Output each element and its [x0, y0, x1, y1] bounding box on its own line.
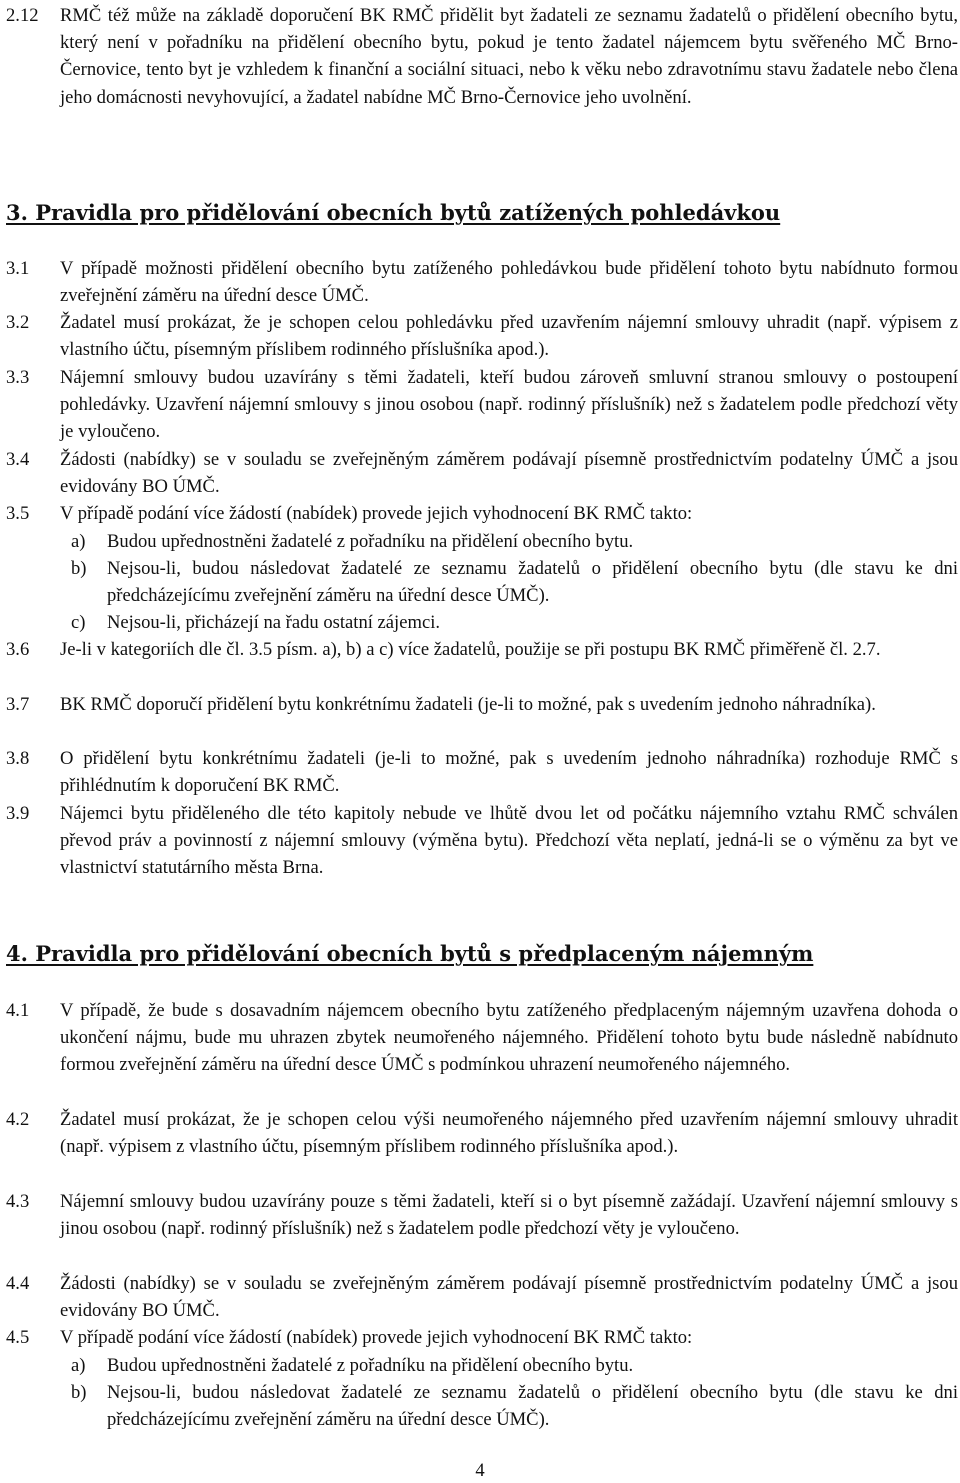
paragraph-4-5	[6, 1324, 958, 1351]
paragraph-text: Žadatel musí prokázat, že je schopen celou výši neumořeného nájemného před uzavřením nájemní smlouvy uhradit (např. výpisem z vlastního účtu, písemným příslibem rodinného příslušníka apod.).	[60, 1109, 958, 1158]
paragraph-3-1	[6, 255, 958, 309]
paragraph-number: 3.1	[6, 258, 30, 279]
list-item-label: b)	[71, 1382, 87, 1403]
paragraph-number: 3.7	[6, 694, 30, 715]
paragraph-3-3	[6, 364, 958, 446]
paragraph-text: Nájemci bytu přiděleného dle této kapitoly nebude ve lhůtě dvou let od počátku nájemního vztahu RMČ schválen převod práv a povinností z nájemní smlouvy (výměna bytu). Předchozí věta neplatí, jedná-li se o výměnu za byt ve vlastnictví statutárního města Brna.	[60, 803, 958, 879]
paragraph-text: V případě podání více žádostí (nabídek) provede jejich vyhodnocení BK RMČ takto:	[60, 1327, 693, 1348]
paragraph-number: 3.5	[6, 503, 30, 524]
paragraph-text: Žádosti (nabídky) se v souladu se zveřejněným záměrem podávají písemně prostřednictvím podatelny ÚMČ a jsou evidovány BO ÚMČ.	[60, 1273, 958, 1322]
paragraph-number: 3.8	[6, 748, 30, 769]
paragraph-number: 3.2	[6, 312, 30, 333]
paragraph-3-2	[6, 309, 958, 363]
paragraph-number: 4.3	[6, 1191, 30, 1212]
paragraph-3-5	[6, 500, 958, 527]
list-item-3-5-b	[71, 555, 958, 609]
section-4-heading: 4. Pravidla pro přidělování obecních bytů s předplaceným nájemným	[6, 941, 814, 966]
paragraph-3-7	[6, 691, 958, 718]
paragraph-text: RMČ též může na základě doporučení BK RMČ přidělit byt žadateli ze seznamu žadatelů o přidělení obecního bytu, který není v pořadníku na přidělení obecního bytu, pokud je tento žadatel nájemcem bytu svěřeného MČ Brno-Černovice, tento byt je vzhledem k finanční a sociální situaci, nebo k věku nebo zdravotnímu stavu žadatele nebo člena jeho domácnosti nevyhovující, a žadatel nabídne MČ Brno-Černovice jeho uvolnění.	[60, 5, 958, 108]
paragraph-text: Žádosti (nabídky) se v souladu se zveřejněným záměrem podávají písemně prostřednictvím podatelny ÚMČ a jsou evidovány BO ÚMČ.	[60, 449, 958, 498]
paragraph-text: V případě, že bude s dosavadním nájemcem obecního bytu zatíženého předplaceným nájemným uzavřena dohoda o ukončení nájmu, bude mu uhrazen zbytek neumořeného nájemného. Přidělení tohoto bytu bude následně nabídnuto formou zveřejnění záměru na úřední desce ÚMČ s podmínkou uhrazení neumořeného nájemného.	[60, 1000, 958, 1076]
list-item-text: Nejsou-li, budou následovat žadatelé ze seznamu žadatelů o přidělení obecního bytu (dle stavu ke dni předcházejícímu zveřejnění záměru na úřední desce ÚMČ).	[107, 558, 958, 607]
paragraph-3-4	[6, 446, 958, 500]
list-item-text: Nejsou-li, budou následovat žadatelé ze seznamu žadatelů o přidělení obecního bytu (dle stavu ke dni předcházejícímu zveřejnění záměru na úřední desce ÚMČ).	[107, 1382, 958, 1431]
paragraph-text: Nájemní smlouvy budou uzavírány pouze s těmi žadateli, kteří si o byt písemně zažádají. Uzavření nájemní smlouvy s jinou osobou (např. rodinný příslušník) než s žadatelem podle předchozí věty je vyloučeno.	[60, 1191, 958, 1240]
paragraph-number: 3.4	[6, 449, 30, 470]
paragraph-number: 3.3	[6, 367, 30, 388]
paragraph-4-1	[6, 997, 958, 1079]
list-item-4-5-a	[71, 1352, 958, 1379]
paragraph-number: 2.12	[6, 5, 39, 26]
list-item-label: b)	[71, 558, 87, 579]
paragraph-number: 4.4	[6, 1273, 30, 1294]
paragraph-4-3	[6, 1188, 958, 1242]
list-item-3-5-c	[71, 609, 958, 636]
paragraph-number: 3.9	[6, 803, 30, 824]
paragraph-number: 4.1	[6, 1000, 30, 1021]
paragraph-text: Žadatel musí prokázat, že je schopen celou pohledávku před uzavřením nájemní smlouvy uhradit (např. výpisem z vlastního účtu, písemným příslibem rodinného příslušníka apod.).	[60, 312, 958, 361]
paragraph-text: O přidělení bytu konkrétnímu žadateli (je-li to možné, pak s uvedením jednoho náhradníka) rozhoduje RMČ s přihlédnutím k doporučení BK RMČ.	[60, 748, 958, 797]
paragraph-text: Je-li v kategoriích dle čl. 3.5 písm. a), b) a c) více žadatelů, použije se při postupu BK RMČ přiměřeně čl. 2.7.	[60, 639, 881, 660]
list-item-text: Budou upřednostněni žadatelé z pořadníku na přidělení obecního bytu.	[107, 531, 634, 552]
list-item-text: Nejsou-li, přicházejí na řadu ostatní zájemci.	[107, 612, 441, 633]
paragraph-2-12	[6, 2, 958, 111]
paragraph-4-4	[6, 1270, 958, 1324]
paragraph-text: BK RMČ doporučí přidělení bytu konkrétnímu žadateli (je-li to možné, pak s uvedením jednoho náhradníka).	[60, 694, 876, 715]
paragraph-number: 3.6	[6, 639, 30, 660]
list-item-4-5-b	[71, 1379, 958, 1433]
paragraph-4-2	[6, 1106, 958, 1160]
page-number: 4	[475, 1460, 485, 1481]
list-item-label: c)	[71, 612, 86, 633]
paragraph-3-6	[6, 636, 958, 663]
list-item-text: Budou upřednostněni žadatelé z pořadníku na přidělení obecního bytu.	[107, 1355, 634, 1376]
section-3-heading: 3. Pravidla pro přidělování obecních bytů zatížených pohledávkou	[6, 200, 781, 225]
list-item-3-5-a	[71, 528, 958, 555]
list-item-label: a)	[71, 1355, 86, 1376]
list-item-label: a)	[71, 531, 86, 552]
paragraph-text: V případě podání více žádostí (nabídek) provede jejich vyhodnocení BK RMČ takto:	[60, 503, 693, 524]
paragraph-number: 4.5	[6, 1327, 30, 1348]
paragraph-3-8	[6, 745, 958, 799]
paragraph-3-9	[6, 800, 958, 882]
paragraph-text: V případě možnosti přidělení obecního bytu zatíženého pohledávkou bude přidělení tohoto bytu nabídnuto formou zveřejnění záměru na úřední desce ÚMČ.	[60, 258, 958, 307]
paragraph-text: Nájemní smlouvy budou uzavírány s těmi žadateli, kteří budou zároveň smluvní stranou smlouvy o postoupení pohledávky. Uzavření nájemní smlouvy s jinou osobou (např. rodinný příslušník) než s žadatelem podle předchozí věty je vyloučeno.	[60, 367, 958, 443]
paragraph-number: 4.2	[6, 1109, 30, 1130]
